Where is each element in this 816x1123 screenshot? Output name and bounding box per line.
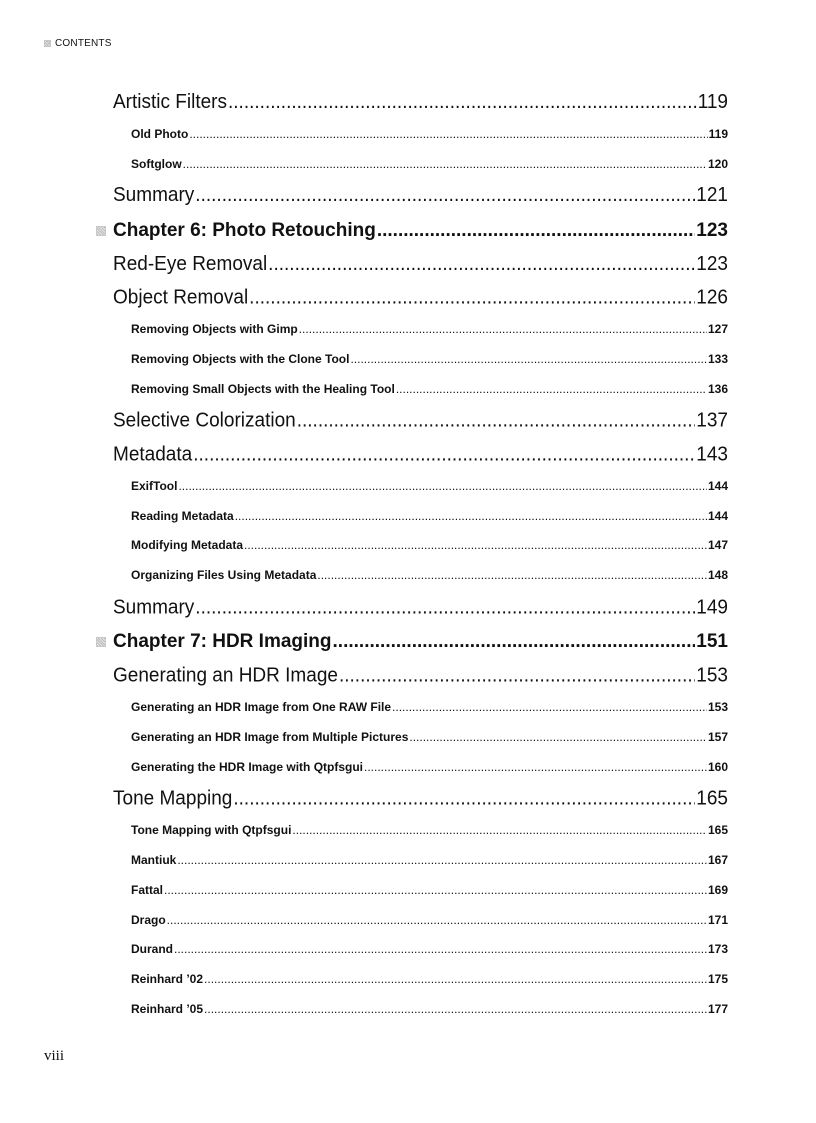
toc-entry-title: Durand	[131, 942, 173, 956]
dot-leader	[204, 1002, 707, 1016]
dot-leader	[244, 538, 707, 552]
toc-entry-title: Mantiuk	[131, 853, 177, 867]
dot-leader	[183, 157, 707, 171]
dot-leader	[177, 853, 707, 867]
toc-entry[interactable]	[131, 823, 728, 837]
dot-leader	[167, 913, 707, 927]
toc-entry-title: Selective Colorization	[113, 409, 296, 432]
toc-entry[interactable]	[113, 253, 728, 276]
toc-entry[interactable]	[113, 409, 728, 432]
dot-leader	[299, 322, 707, 336]
toc-entry[interactable]	[131, 942, 728, 956]
dot-leader	[178, 479, 707, 493]
toc-entry[interactable]	[131, 913, 728, 927]
dot-leader	[164, 883, 707, 897]
toc-entry-title: Generating the HDR Image with Qtpfsgui	[131, 760, 364, 774]
toc-entry-page: 143	[696, 443, 728, 466]
dot-leader	[396, 382, 707, 396]
page-number: viii	[44, 1048, 65, 1064]
toc-entry-title: Removing Small Objects with the Healing Tool	[131, 382, 395, 396]
toc-entry[interactable]	[131, 538, 728, 552]
toc-entry-page: 169	[707, 883, 728, 897]
dot-leader	[292, 823, 707, 837]
toc-entry-title: Chapter 6: Photo Retouching	[113, 220, 376, 241]
toc-entry-title: Softglow	[131, 157, 182, 171]
toc-entry-page: 144	[707, 479, 728, 493]
toc-entry-title: Tone Mapping with Qtpfsgui	[131, 823, 292, 837]
toc-entry-page: 153	[707, 700, 728, 714]
toc-entry-page: 153	[696, 664, 728, 687]
toc-entry-page: 137	[696, 409, 728, 432]
toc-entry-title: Artistic Filters	[113, 91, 227, 114]
dot-leader	[233, 787, 695, 810]
toc-entry-title: Red-Eye Removal	[113, 253, 268, 276]
toc-entry-page: 120	[707, 157, 728, 171]
toc-entry-title: Tone Mapping	[113, 787, 233, 810]
toc-entry-title: ExifTool	[131, 479, 178, 493]
toc-entry-page: 157	[707, 730, 728, 744]
dot-leader	[174, 942, 707, 956]
dot-leader	[317, 568, 707, 582]
toc-entry-page: 160	[707, 760, 728, 774]
toc-entry-title: Summary	[113, 184, 195, 207]
chapter-bullet-icon	[96, 637, 106, 647]
toc-entry-title: Reinhard ’05	[131, 1002, 204, 1016]
toc-entry-page: 171	[707, 913, 728, 927]
toc-entry-page: 133	[707, 352, 728, 366]
toc-entry[interactable]	[131, 382, 728, 396]
toc-entry[interactable]	[131, 700, 728, 714]
toc-entry[interactable]	[113, 91, 728, 114]
chapter-bullet-icon	[96, 226, 106, 236]
toc-entry-page: 177	[707, 1002, 728, 1016]
toc-entry[interactable]	[131, 157, 728, 171]
dot-leader	[339, 664, 695, 687]
toc-entry-page: 148	[707, 568, 728, 582]
toc-entry[interactable]	[131, 730, 728, 744]
toc-entry-title: Old Photo	[131, 127, 189, 141]
dot-leader	[204, 972, 707, 986]
toc-entry-title: Generating an HDR Image	[113, 664, 338, 687]
dot-leader	[228, 91, 697, 114]
toc-entry-page: 123	[696, 220, 728, 241]
dot-leader	[249, 286, 695, 309]
toc-entry-page: 165	[707, 823, 728, 837]
dot-leader	[377, 220, 695, 242]
toc-entry[interactable]	[131, 853, 728, 867]
toc-entry-page: 119	[708, 127, 728, 141]
toc-entry-title: Removing Objects with Gimp	[131, 322, 298, 336]
toc-entry[interactable]	[131, 1002, 728, 1016]
toc-entry-title: Metadata	[113, 443, 193, 466]
toc-entry-title: Generating an HDR Image from Multiple Pictures	[131, 730, 409, 744]
toc-entry[interactable]	[113, 664, 728, 687]
toc-entry-page: 147	[707, 538, 728, 552]
dot-leader	[268, 253, 695, 276]
dot-leader	[235, 509, 707, 523]
toc-entry-page: 127	[707, 322, 728, 336]
toc-entry[interactable]	[113, 787, 728, 810]
toc-entry-title: Organizing Files Using Metadata	[131, 568, 317, 582]
toc-entry-page: 144	[707, 509, 728, 523]
dot-leader	[392, 700, 707, 714]
dot-leader	[297, 409, 696, 432]
toc-entry-title: Fattal	[131, 883, 164, 897]
dot-leader	[409, 730, 707, 744]
toc-entry-title: Object Removal	[113, 286, 249, 309]
toc-entry-page: 123	[696, 253, 728, 276]
toc-entry[interactable]	[113, 184, 728, 207]
toc-entry-title: Reinhard ’02	[131, 972, 204, 986]
toc-chapter[interactable]	[113, 220, 728, 242]
toc-entry-title: Removing Objects with the Clone Tool	[131, 352, 350, 366]
toc-entry-title: Reading Metadata	[131, 509, 234, 523]
dot-leader	[195, 184, 695, 207]
toc-entry[interactable]	[131, 883, 728, 897]
dot-leader	[350, 352, 707, 366]
toc-entry[interactable]	[131, 972, 728, 986]
toc-entry[interactable]	[131, 509, 728, 523]
toc-entry-title: Generating an HDR Image from One RAW File	[131, 700, 392, 714]
toc-entry[interactable]	[131, 760, 728, 774]
toc-entry[interactable]	[131, 127, 728, 141]
dot-leader	[195, 596, 695, 619]
toc-entry[interactable]	[113, 443, 728, 466]
toc-entry-title: Summary	[113, 596, 195, 619]
dot-leader	[333, 631, 696, 653]
toc-chapter[interactable]	[113, 631, 728, 653]
toc-entry-page: 126	[696, 286, 728, 309]
toc-entry-page: 175	[707, 972, 728, 986]
toc-entry-title: Drago	[131, 913, 166, 927]
toc-entry[interactable]	[131, 322, 728, 336]
toc-entry-page: 165	[696, 787, 728, 810]
dot-leader	[193, 443, 695, 466]
toc-entry[interactable]	[131, 479, 728, 493]
toc-entry[interactable]	[113, 286, 728, 309]
toc-entry-page: 151	[696, 631, 728, 652]
toc-entry-page: 136	[707, 382, 728, 396]
toc-entry[interactable]	[113, 596, 728, 619]
toc-entry-page: 121	[696, 184, 728, 207]
toc-entry[interactable]	[131, 568, 728, 582]
toc-entry-page: 119	[697, 91, 728, 114]
toc-entry-title: Chapter 7: HDR Imaging	[113, 631, 332, 652]
toc-entry[interactable]	[131, 352, 728, 366]
dot-leader	[364, 760, 707, 774]
toc-entry-title: Modifying Metadata	[131, 538, 244, 552]
toc-entry-page: 167	[707, 853, 728, 867]
toc-entry-page: 173	[707, 942, 728, 956]
running-header-label: CONTENTS	[55, 38, 112, 49]
dot-leader	[189, 127, 707, 141]
toc-entry-page: 149	[696, 596, 728, 619]
